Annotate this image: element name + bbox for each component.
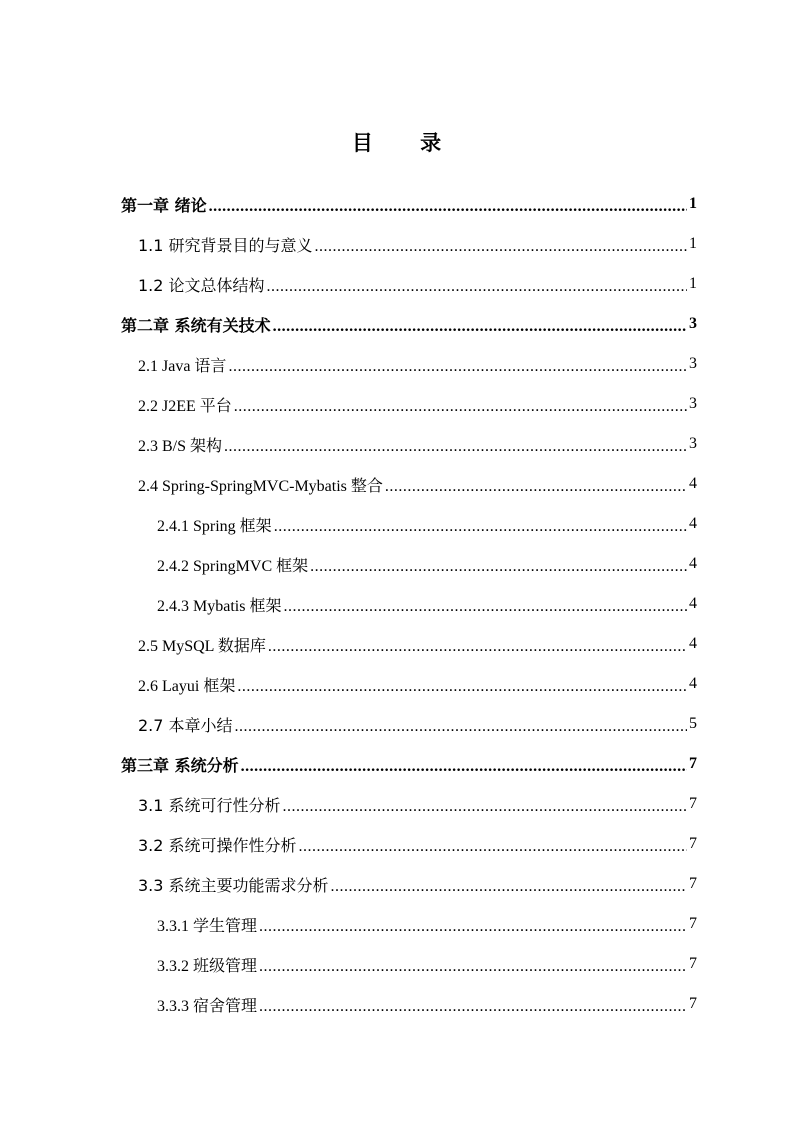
toc-entry-label: 3.1 系统可行性分析 [138,795,281,815]
toc-entry-3-3-1[interactable] [157,904,697,944]
toc-entry-2-1[interactable] [138,344,697,384]
dot-leader [283,599,687,615]
toc-entry-chapter-1[interactable] [121,184,697,224]
toc-entry-label: 2.4.1 Spring 框架 [157,517,272,535]
dot-leader [268,639,687,655]
toc-page-number: 1 [689,275,697,292]
toc-page-number: 1 [689,235,697,252]
dot-leader [209,199,687,215]
toc-entry-label: 3.3 系统主要功能需求分析 [138,875,329,895]
toc-entry-2-5[interactable] [138,624,697,664]
toc-page-number: 3 [689,435,697,452]
toc-page-number: 4 [689,635,697,652]
toc-entry-2-4-1[interactable] [157,504,697,544]
dot-leader [267,279,687,295]
toc-entry-3-2[interactable] [138,824,697,864]
dot-leader [228,359,687,375]
toc-entry-label: 2.4.3 Mybatis 框架 [157,597,282,615]
dot-leader [259,959,687,975]
toc-entry-2-2[interactable] [138,384,697,424]
dot-leader [234,399,687,415]
toc-entry-label: 2.4 Spring-SpringMVC-Mybatis 整合 [138,477,383,495]
toc-entry-label: 2.3 B/S 架构 [138,437,223,455]
toc-entry-3-3[interactable] [138,864,697,904]
toc-entry-3-3-2[interactable] [157,944,697,984]
toc-entry-chapter-2[interactable] [121,304,697,344]
toc-page-number: 4 [689,675,697,692]
toc-entry-label: 3.2 系统可操作性分析 [138,835,297,855]
toc-page-number: 4 [689,475,697,492]
toc-entry-chapter-3[interactable] [121,744,697,784]
toc-entry-label: 3.3.3 宿舍管理 [157,997,258,1015]
page-title: 目 录 [351,131,462,155]
dot-leader [274,519,687,535]
dot-leader [331,879,687,895]
toc-entry-3-3-3[interactable] [157,984,697,1024]
toc-entry-label: 3.3.1 学生管理 [157,917,258,935]
toc-entry-label: 3.3.2 班级管理 [157,957,258,975]
toc-page-number: 7 [689,835,697,852]
toc-page-number: 1 [689,195,697,212]
toc-page-number: 7 [689,995,697,1012]
dot-leader [237,679,687,695]
toc-page-number: 4 [689,515,697,532]
toc-entry-label: 1.2 论文总体结构 [138,275,265,295]
toc-entry-label: 2.6 Layui 框架 [138,677,236,695]
dot-leader [299,839,687,855]
toc-entry-label: 第三章 系统分析 [121,755,239,775]
toc-page-number: 3 [689,355,697,372]
toc-page-number: 7 [689,875,697,892]
toc-entry-2-3[interactable] [138,424,697,464]
toc-entry-2-6[interactable] [138,664,697,704]
toc-entry-label: 2.2 J2EE 平台 [138,397,232,415]
toc-page-number: 3 [689,395,697,412]
toc-page-number: 7 [689,795,697,812]
dot-leader [224,439,687,455]
dot-leader [273,319,687,335]
toc-page-number: 5 [689,715,697,732]
toc-entry-2-7[interactable] [138,704,697,744]
toc-entry-label: 1.1 研究背景目的与意义 [138,235,313,255]
toc-page-number: 4 [689,595,697,612]
toc-page-number: 7 [689,955,697,972]
toc-page-number: 7 [689,755,697,772]
dot-leader [241,759,687,775]
dot-leader [283,799,687,815]
toc-entry-2-4-2[interactable] [157,544,697,584]
toc-entry-2-4-3[interactable] [157,584,697,624]
dot-leader [259,919,687,935]
dot-leader [235,719,687,735]
toc-entry-1-1[interactable] [138,224,697,264]
dot-leader [385,479,687,495]
dot-leader [310,559,687,575]
toc-entry-label: 2.1 Java 语言 [138,357,227,375]
toc-entry-1-2[interactable] [138,264,697,304]
dot-leader [259,999,687,1015]
dot-leader [315,239,687,255]
toc-page-number: 7 [689,915,697,932]
toc-entry-label: 2.7 本章小结 [138,715,233,735]
toc-entry-label: 第二章 系统有关技术 [121,315,271,335]
toc-page-number: 3 [689,315,697,332]
toc-entry-2-4[interactable] [138,464,697,504]
toc-entry-label: 2.5 MySQL 数据库 [138,637,266,655]
toc-entry-label: 2.4.2 SpringMVC 框架 [157,557,309,575]
toc-entry-label: 第一章 绪论 [121,195,207,215]
toc-page-number: 4 [689,555,697,572]
toc-entry-3-1[interactable] [138,784,697,824]
